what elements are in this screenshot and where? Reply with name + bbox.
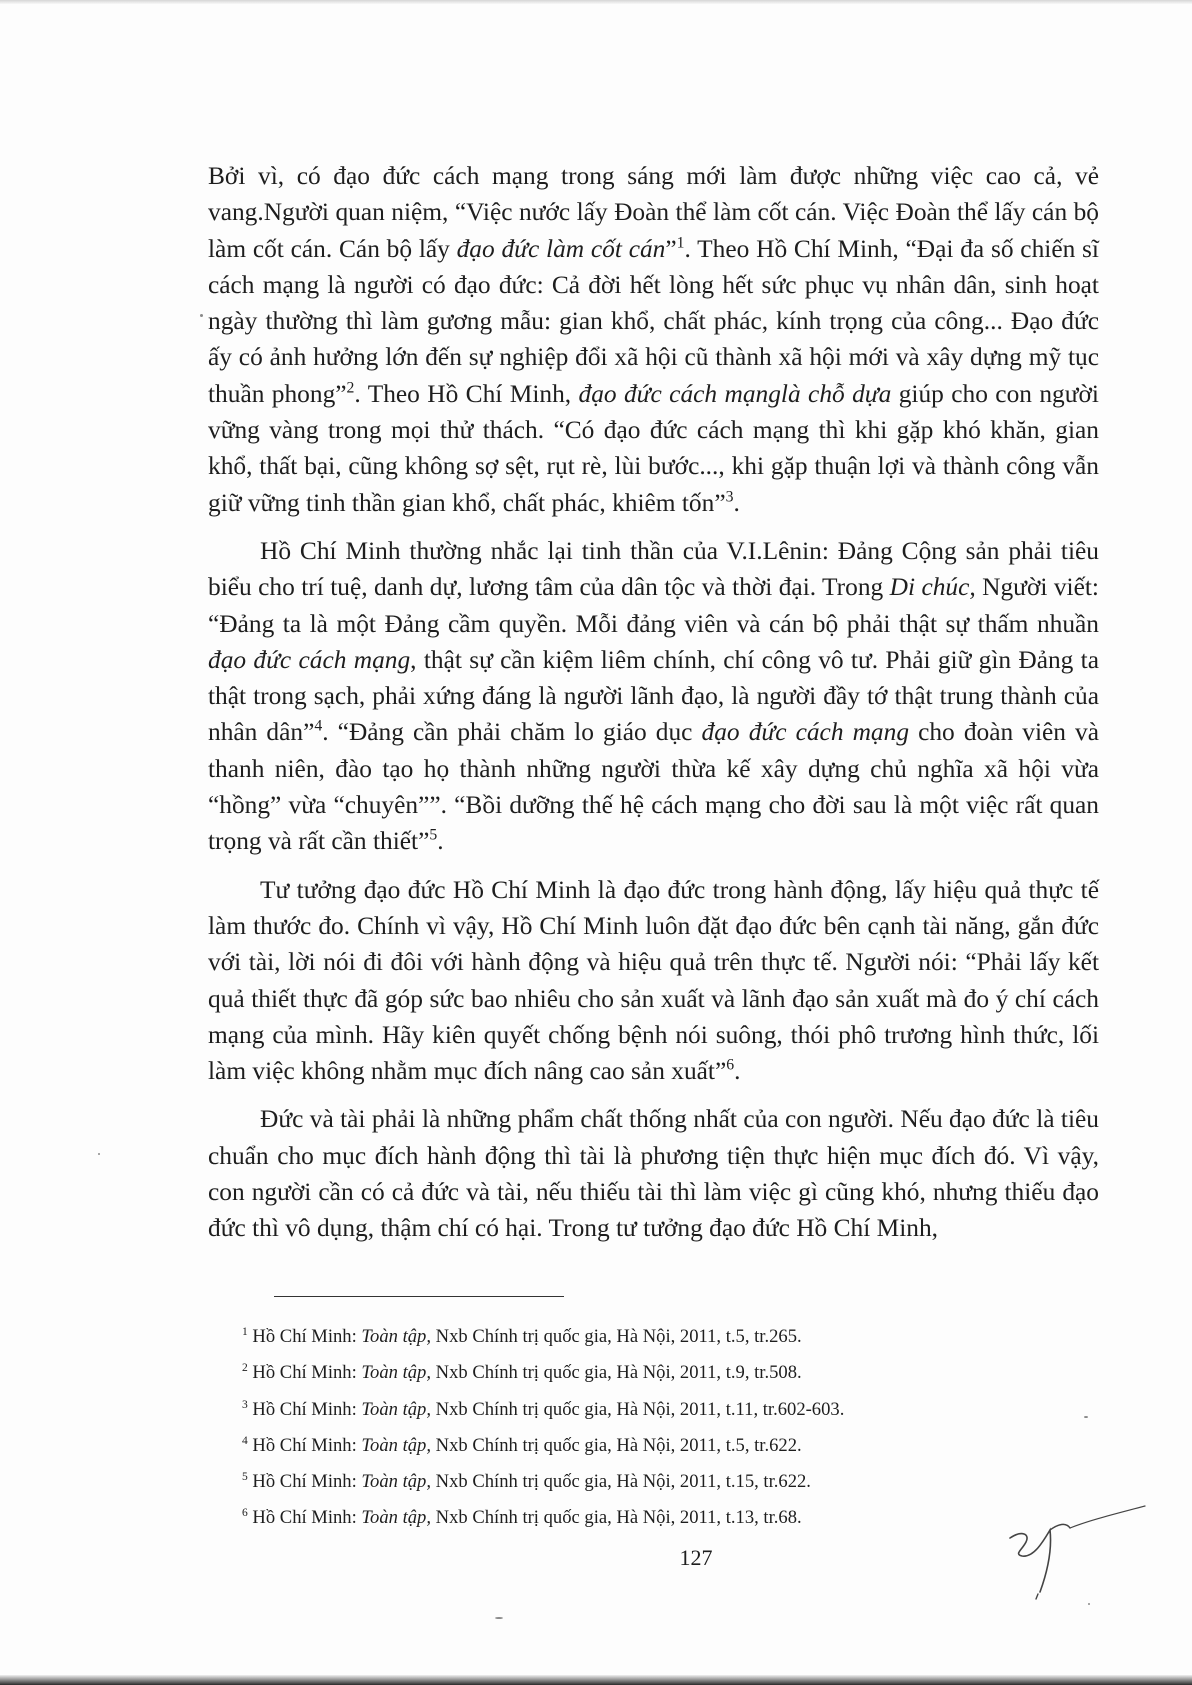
handwritten-initials [1000,1500,1150,1600]
scan-speck [495,1617,503,1619]
footnote-detail: Nxb Chính trị quốc gia, Hà Nội, 2011, t.5, tr.622. [431,1434,802,1456]
text-run: Đức và tài phải là những phẩm chất thống nhất của con người. Nếu đạo đức là tiêu chuẩn cho mục đích hành động thì tài là phương tiện thực hiện mục đích đó. Vì vậy, con người cần có cả đức và tài, nếu thiếu tài thì làm việc gì cũng khó, nhưng thiếu đạo đức thì vô dụng, thậm chí có hại. Trong tư tưởng đạo đức Hồ Chí Minh, [208,1105,1099,1243]
text-run: giúp cho con người vững vàng trong mọi thử thách. “Có đạo đức cách mạng thì khi gặp khó khăn, gian khổ, thất bại, cũng không sợ sệt, rụt rè, lùi bước..., khi gặp thuận lợi và thành công vẫn giữ vững tinh thần gian khổ, chất phác, khiêm tốn” [208,379,1099,517]
footnote-ref: 1 [676,234,685,252]
emphasis: đạo đức cách mạng [701,718,910,747]
text-run: . “Đảng cần phải chăm lo giáo dục [322,718,702,747]
footnote-title: Toàn tập, [361,1434,432,1456]
footnote [242,1428,1122,1464]
footnote-ref: 6 [726,1056,735,1074]
footnote-author: Hồ Chí Minh: [252,1507,362,1529]
text-run: ” [665,234,677,263]
footnote [242,1392,1122,1428]
signature-stroke [1010,1530,1051,1592]
emphasis: đạo đức làm cốt cán [456,234,666,263]
footnote-author: Hồ Chí Minh: [252,1471,362,1493]
footnote-title: Toàn tập, [361,1507,432,1529]
footnote [242,1464,1122,1500]
text-run: . Theo Hồ Chí Minh, “Đại đa số chiến sĩ cách mạng là người có đạo đức: Cả đời hết lòng hết sức phục vụ nhân dân, sinh hoạt ngày thường thì làm gương mẫu: gian khổ, chất phác, kính trọng của công... Đạo đức ấy có ảnh hưởng lớn đến sự nghiệp đổi xã hội cũ thành xã hội mới và xây dựng mỹ tục thuần phong” [208,234,1099,408]
footnote-title: Toàn tập, [361,1398,432,1420]
footnote-detail: Nxb Chính trị quốc gia, Hà Nội, 2011, t.5, tr.265. [431,1326,802,1347]
emphasis: đạo đức cách mạng [208,645,411,674]
footnote-number: 6 [242,1507,248,1520]
text-run: Người viết: “Đảng ta là một Đảng cầm quyền. Mỗi đảng viên và cán bộ phải thật sự thấm nhuần [208,573,1099,638]
footnote-title: Toàn tập, [361,1471,432,1493]
text-run: Bởi vì, có đạo đức cách mạng trong sáng mới làm được những việc cao cả, vẻ vang.Người quan niệm, “Việc nước lấy Đoàn thể làm cốt cán. Việc Đoàn thể lấy cán bộ làm cốt cán. Cán bộ lấy [208,162,1099,263]
signature-mark [1036,1594,1038,1599]
footnote-detail: Nxb Chính trị quốc gia, Hà Nội, 2011, t.9, tr.508. [431,1362,802,1384]
text-run: . [437,827,444,856]
text-run: Hồ Chí Minh thường nhắc lại tinh thần của V.I.Lênin: Đảng Cộng sản phải tiêu biểu cho trí tuệ, danh dự, lương tâm của dân tộc và thời đại. Trong [208,536,1099,602]
paragraph-1 [208,158,1099,521]
footnote-author: Hồ Chí Minh: [252,1326,362,1347]
text-run: . Theo Hồ Chí Minh, [354,379,579,408]
footnote-separator [274,1296,564,1297]
footnote-number: 2 [242,1362,248,1375]
scan-bottom-edge [0,1675,1192,1685]
text-run: cho đoàn viên và thanh niên, đào tạo họ thành những người thừa kế xây dựng chủ nghĩa xã hội vừa “hồng” vừa “chuyên””. “Bồi dưỡng thế hệ cách mạng cho đời sau là một việc rất quan trọng và rất cần thiết” [208,718,1100,856]
footnote-author: Hồ Chí Minh: [252,1434,362,1456]
scan-speck [1084,1416,1088,1418]
footnote-ref: 5 [429,826,438,844]
paragraph-4 [208,1101,1099,1246]
footnote-ref: 2 [346,379,355,397]
scan-speck [200,314,203,317]
text-run: . [733,488,740,517]
footnote-title: Toàn tập, [361,1362,432,1384]
footnote-author: Hồ Chí Minh: [252,1362,362,1384]
footnotes [242,1319,1122,1537]
footnote [242,1500,1122,1536]
paragraph-2 [208,533,1099,860]
signature-tail-stroke [1070,1506,1145,1528]
footnote-ref: 3 [725,488,734,506]
scan-top-edge [0,0,1192,4]
emphasis: Di chúc, [889,573,976,602]
footnote-number: 5 [242,1471,248,1483]
footnote-author: Hồ Chí Minh: [252,1398,362,1420]
text-run: . [734,1057,741,1086]
text-run: , thật sự cần kiệm liêm chính, chí công vô tư. Phải giữ gìn Đảng ta thật trong sạch, phải xứng đáng là người lãnh đạo, là người đầy tớ thật trung thành của nhân dân” [208,645,1100,747]
scan-speck [1088,1603,1090,1605]
footnote-number: 3 [242,1398,248,1411]
footnote [242,1355,1122,1391]
emphasis: đạo đức cách mạnglà chỗ dựa [578,379,892,408]
page-number: 127 [679,1545,713,1570]
text-run: Tư tưởng đạo đức Hồ Chí Minh là đạo đức trong hành động, lấy hiệu quả thực tế làm thước đo. Chính vì vậy, Hồ Chí Minh luôn đặt đạo đức bên cạnh tài năng, gắn đức với tài, lời nói đi đôi với hành động và hiệu quả trên thực tế. Người nói: “Phải lấy kết quả thiết thực đã góp sức bao nhiêu cho sản xuất và lãnh đạo sản xuất mà đo ý chí cách mạng của mình. Hãy kiên quyết chống bệnh nói suông, thói phô trương hình thức, lối làm việc không nhằm mục đích nâng cao sản xuất” [208,875,1099,1086]
footnote-detail: Nxb Chính trị quốc gia, Hà Nội, 2011, t.11, tr.602-603. [431,1398,845,1420]
footnote-title: Toàn tập, [361,1326,432,1347]
footnote-detail: Nxb Chính trị quốc gia, Hà Nội, 2011, t.13, tr.68. [431,1507,802,1529]
scan-speck [98,1153,100,1155]
footnote-ref: 4 [314,717,323,735]
footnote-number: 4 [242,1434,248,1447]
signature-stroke [1050,1524,1070,1530]
footnote-number: 1 [242,1325,248,1338]
paragraph-3 [208,872,1099,1090]
footnote-detail: Nxb Chính trị quốc gia, Hà Nội, 2011, t.15, tr.622. [431,1471,811,1493]
body-text [208,158,1099,1259]
footnote [242,1319,1122,1355]
